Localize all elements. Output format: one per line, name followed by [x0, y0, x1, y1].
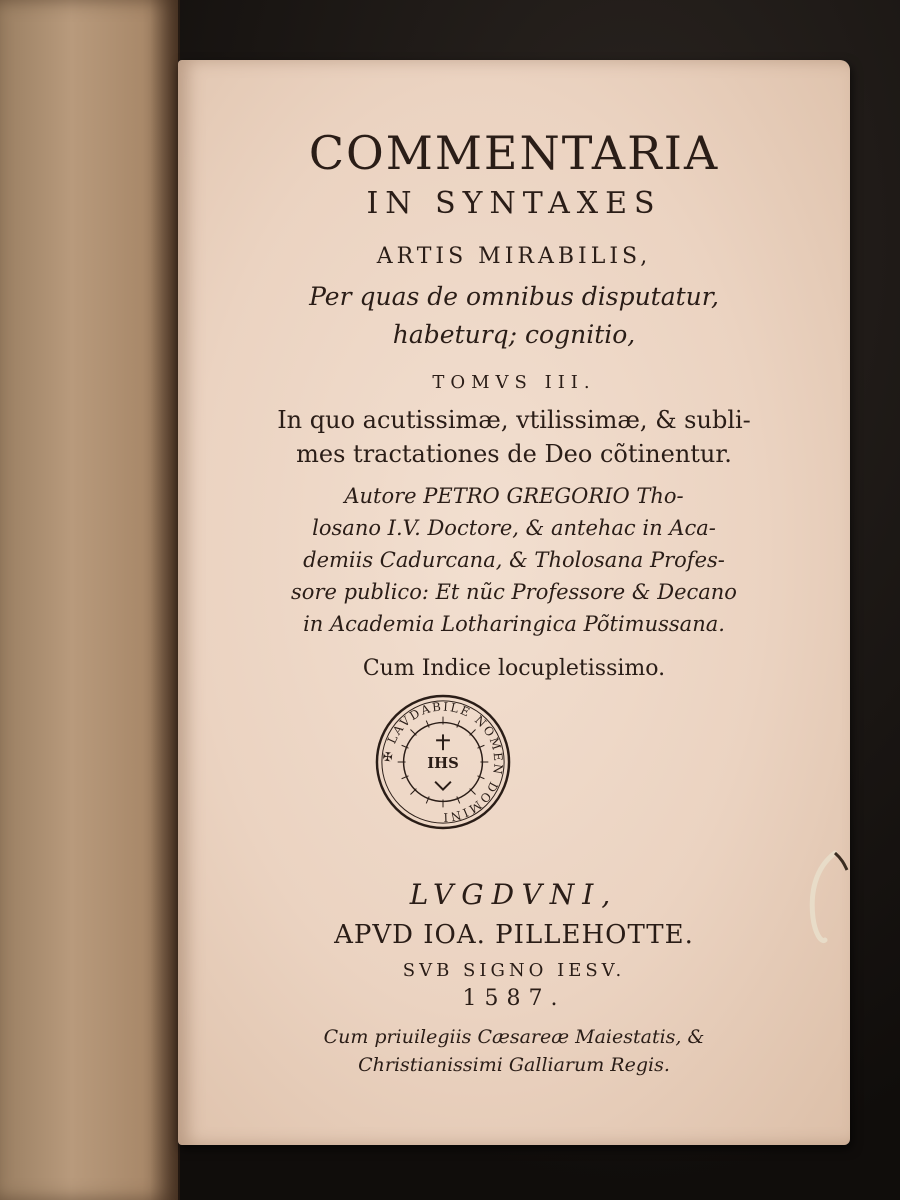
author-line-1: Autore PETRO GREGORIO Tho-: [344, 484, 684, 508]
seal-ring-text: ✠ LAVDABILE NOMEN DOMINI: [380, 699, 506, 825]
privilege-line-1: Cum priuilegiis Cæsareæ Maiestatis, &: [323, 1026, 705, 1048]
title-page: [178, 60, 850, 1145]
imprint-year: 1587.: [462, 986, 566, 1011]
binding-thread: [795, 848, 855, 948]
imprint-printer: APVD IOA. PILLEHOTTE.: [334, 920, 694, 950]
author-line-5: in Academia Lotharingica Põtimussana.: [303, 612, 725, 636]
cover-edge-shadow: [150, 0, 180, 1200]
author-line-3: demiis Cadurcana, & Tholosana Profes-: [303, 548, 725, 572]
contents-line-1: In quo acutissimæ, vtilissimæ, & subli-: [277, 406, 751, 434]
author-line-2: losano I.V. Doctore, & antehac in Aca-: [312, 516, 716, 540]
author-line-4: sore publico: Et nũc Professore & Decano: [291, 580, 737, 604]
index-note: Cum Indice locupletissimo.: [362, 656, 666, 681]
privilege-line-2: Christianissimi Galliarum Regis.: [358, 1054, 670, 1076]
volume-label: TOMVS III.: [432, 372, 596, 393]
book-title: COMMENTARIA: [308, 126, 720, 180]
subtitle-line-1: Per quas de omnibus disputatur,: [309, 282, 719, 311]
contents-line-2: mes tractationes de Deo cõtinentur.: [296, 440, 732, 468]
printers-device-seal: [374, 693, 512, 831]
imprint-city: LVGDVNI,: [409, 878, 619, 911]
title-line-3: ARTIS MIRABILIS,: [376, 244, 652, 269]
subtitle-line-2: habeturq; cognitio,: [392, 320, 636, 349]
title-line-2: IN SYNTAXES: [366, 186, 662, 221]
imprint-sign: SVB SIGNO IESV.: [402, 960, 626, 981]
seal-center-text: IHS: [427, 754, 459, 772]
